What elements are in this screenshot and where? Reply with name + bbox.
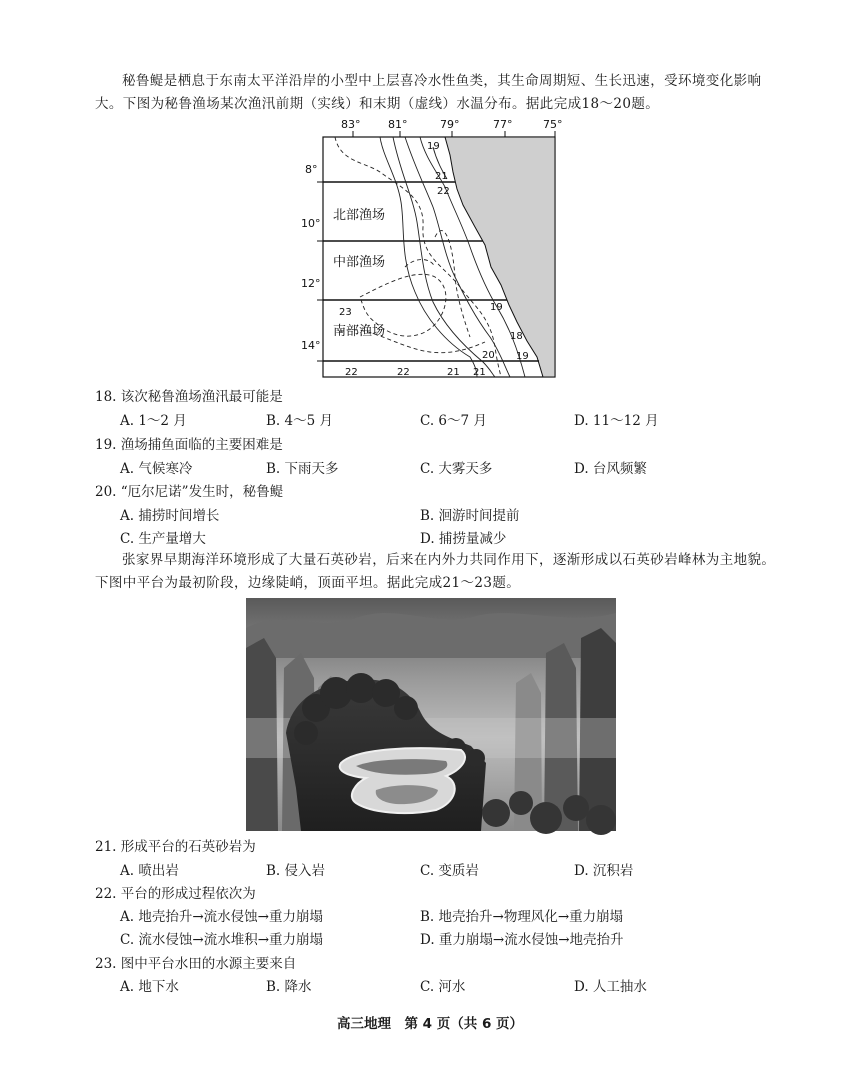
option-23d[interactable]: D. 人工抽水 [574, 979, 647, 995]
zhangjiajie-platform-photo [246, 598, 616, 831]
lon-label: 77° [493, 118, 513, 131]
lat-label: 8° [305, 163, 318, 176]
option-19d[interactable]: D. 台风频繁 [574, 461, 647, 477]
option-21c[interactable]: C. 变质岩 [420, 863, 479, 879]
intro-zhangjiajie: 张家界早期海洋环境形成了大量石英砂岩，后来在内外力共同作用下，逐渐形成以石英砂岩峰林为主地貌。下图中平台为最初阶段，边缘陡峭，顶面平坦。据此完成21～23题。 [95, 552, 776, 591]
question-23: 23. 图中平台水田的水源主要来自 [95, 956, 297, 972]
isotherm-label: 19 [490, 302, 503, 313]
option-23a[interactable]: A. 地下水 [120, 979, 179, 995]
option-19a[interactable]: A. 气候寒冷 [120, 461, 193, 477]
option-20a[interactable]: A. 捕捞时间增长 [120, 508, 220, 524]
isotherm-label: 22 [397, 367, 410, 378]
option-18c[interactable]: C. 6～7 月 [420, 413, 487, 429]
option-20d[interactable]: D. 捕捞量减少 [420, 531, 507, 547]
lon-label: 75° [543, 118, 563, 131]
option-18a[interactable]: A. 1～2 月 [120, 413, 187, 429]
peru-fishery-map [301, 117, 567, 382]
question-20: 20. “厄尔尼诺”发生时，秘鲁鳀 [95, 484, 284, 500]
intro-peru-anchovy: 秘鲁鳀是栖息于东南太平洋沿岸的小型中上层喜冷水性鱼类，其生命周期短、生长迅速，受环境变化影响大。下图为秘鲁渔场某次渔汛前期（实线）和末期（虚线）水温分布。据此完成18～20题。 [95, 73, 762, 112]
option-22b[interactable]: B. 地壳抬升→物理风化→重力崩塌 [420, 909, 624, 925]
isotherm-label: 20 [482, 350, 495, 361]
lat-label: 14° [301, 339, 321, 352]
isotherm-label: 19 [516, 351, 529, 362]
isotherm-label: 19 [427, 141, 440, 152]
option-22d[interactable]: D. 重力崩塌→流水侵蚀→地壳抬升 [420, 932, 624, 948]
question-18: 18. 该次秘鲁渔场渔汛最可能是 [95, 389, 283, 405]
isotherm-label: 22 [437, 186, 450, 197]
lon-label: 83° [341, 118, 361, 131]
lat-label: 12° [301, 277, 321, 290]
lat-label: 10° [301, 217, 321, 230]
option-20c[interactable]: C. 生产量增大 [120, 531, 206, 547]
isotherm-label: 23 [339, 307, 352, 318]
zone-south: 南部渔场 [333, 324, 386, 339]
option-22a[interactable]: A. 地壳抬升→流水侵蚀→重力崩塌 [120, 909, 323, 925]
option-21a[interactable]: A. 喷出岩 [120, 863, 179, 879]
isotherm-label: 22 [345, 367, 358, 378]
option-23b[interactable]: B. 降水 [266, 979, 312, 995]
option-18b[interactable]: B. 4～5 月 [266, 413, 333, 429]
option-19b[interactable]: B. 下雨天多 [266, 461, 339, 477]
question-21: 21. 形成平台的石英砂岩为 [95, 839, 256, 855]
option-20b[interactable]: B. 洄游时间提前 [420, 508, 520, 524]
isotherm-label: 21 [447, 367, 460, 378]
option-21d[interactable]: D. 沉积岩 [574, 863, 634, 879]
isotherm-label: 18 [510, 331, 523, 342]
page-footer: 高三地理 第 4 页（共 6 页） [336, 1016, 524, 1032]
isotherm-label: 21 [473, 367, 486, 378]
option-22c[interactable]: C. 流水侵蚀→流水堆积→重力崩塌 [120, 932, 324, 948]
isotherm-label: 21 [435, 171, 448, 182]
lon-label: 81° [388, 118, 408, 131]
option-18d[interactable]: D. 11～12 月 [574, 413, 659, 429]
option-23c[interactable]: C. 河水 [420, 979, 466, 995]
zone-middle: 中部渔场 [333, 255, 386, 270]
zone-north: 北部渔场 [333, 208, 386, 223]
question-19: 19. 渔场捕鱼面临的主要困难是 [95, 437, 283, 453]
option-21b[interactable]: B. 侵入岩 [266, 863, 326, 879]
question-22: 22. 平台的形成过程依次为 [95, 886, 256, 902]
option-19c[interactable]: C. 大雾天多 [420, 461, 493, 477]
lon-label: 79° [440, 118, 460, 131]
